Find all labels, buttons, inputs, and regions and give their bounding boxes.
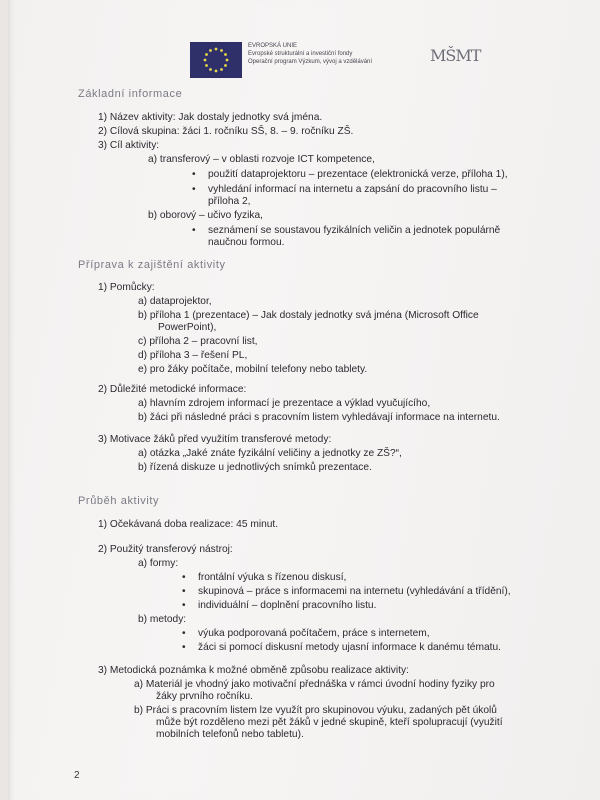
list-item: • použití dataprojektoru – prezentace (elektronická verze, příloha 1), xyxy=(208,169,508,180)
list-item: d) příloha 3 – řešení PL, xyxy=(138,350,248,361)
header-logos xyxy=(178,40,481,76)
list-item: a) formy: xyxy=(138,558,179,569)
list-item: může být rozděleno mezi pět žáků v jedné skupině, kteří spolupracují (využití xyxy=(156,717,503,728)
list-item: c) příloha 2 – pracovní list, xyxy=(138,336,258,347)
list-item: e) pro žáky počítače, mobilní telefony nebo tablety. xyxy=(138,364,368,375)
list-item: 2) Použitý transferový nástroj: xyxy=(98,544,233,555)
list-item: b) oborový – učivo fyzika, xyxy=(148,210,263,221)
list-item: a) hlavním zdrojem informací je prezentace a výklad vyučujícího, xyxy=(138,398,431,409)
list-item: b) řízená diskuze u jednotlivých snímků prezentace. xyxy=(138,462,372,473)
list-item: PowerPoint), xyxy=(158,322,217,333)
list-item: • výuka podporovaná počítačem, práce s internetem, xyxy=(198,628,430,639)
section-title-progress: Průběh aktivity xyxy=(78,495,160,507)
list-item: 2) Důležité metodické informace: xyxy=(98,384,247,395)
list-item: a) dataprojektor, xyxy=(138,296,212,307)
list-item: naučnou formou. xyxy=(208,237,285,248)
list-item: • individuální – doplnění pracovního listu. xyxy=(198,600,376,611)
eu-program-text xyxy=(248,42,372,66)
section-title-prep: Příprava k zajištění aktivity xyxy=(78,259,226,271)
document-page xyxy=(8,0,600,800)
eu-line: Evropské strukturální a investiční fondy xyxy=(248,51,353,57)
section-title-basic: Základní informace xyxy=(78,88,183,100)
msmt-logo: MŠMT xyxy=(430,46,481,65)
list-item: žáky prvního ročníku. xyxy=(156,691,253,702)
list-item: • vyhledání informací na internetu a zapsání do pracovního listu – xyxy=(208,184,497,195)
list-item: 3) Motivace žáků před využitím transferové metody: xyxy=(98,434,332,445)
list-item: příloha 2, xyxy=(208,196,251,207)
list-item: 1) Pomůcky: xyxy=(98,282,155,293)
eu-line: EVROPSKÁ UNIE xyxy=(248,43,298,49)
list-item: 2) Cílová skupina: žáci 1. ročníku SŠ, 8. – 9. ročníku ZŠ. xyxy=(98,126,354,137)
list-item: 1) Název aktivity: Jak dostaly jednotky svá jména. xyxy=(98,112,323,123)
list-item: a) transferový – v oblasti rozvoje ICT kompetence, xyxy=(148,154,375,165)
eu-line: Operační program Výzkum, vývoj a vzdělávání xyxy=(248,59,373,65)
list-item: • skupinová – práce s informacemi na internetu (vyhledávání a třídění), xyxy=(198,586,511,597)
list-item: 3) Metodická poznámka k možné obměně způsobu realizace aktivity: xyxy=(98,665,409,676)
list-item: • seznámení se soustavou fyzikálních veličin a jednotek populárně xyxy=(208,225,500,236)
list-item: a) otázka „Jaké znáte fyzikální veličiny a jednotky ze ZŠ?“, xyxy=(138,448,402,459)
list-item: b) Práci s pracovním listem lze využít pro skupinovou výuku, zadaných pět úkolů xyxy=(134,705,497,716)
list-item: mobilních telefonů nebo tabletu). xyxy=(156,729,304,740)
list-item: • frontální výuka s řízenou diskusí, xyxy=(198,572,346,583)
page-number: 2 xyxy=(74,770,80,781)
list-item: 1) Očekávaná doba realizace: 45 minut. xyxy=(98,519,279,530)
list-item: • žáci si pomocí diskusní metody ujasní informace k danému tématu. xyxy=(198,642,501,653)
list-item: a) Materiál je vhodný jako motivační přednáška v rámci úvodní hodiny fyziky pro xyxy=(134,679,495,690)
eu-flag-icon xyxy=(190,42,242,78)
list-item: 3) Cíl aktivity: xyxy=(98,140,160,151)
list-item: b) žáci při následné práci s pracovním listem vyhledávají informace na internetu. xyxy=(138,412,500,423)
list-item: b) metody: xyxy=(138,614,187,625)
list-item: b) příloha 1 (prezentace) – Jak dostaly jednotky svá jména (Microsoft Office xyxy=(138,310,479,321)
